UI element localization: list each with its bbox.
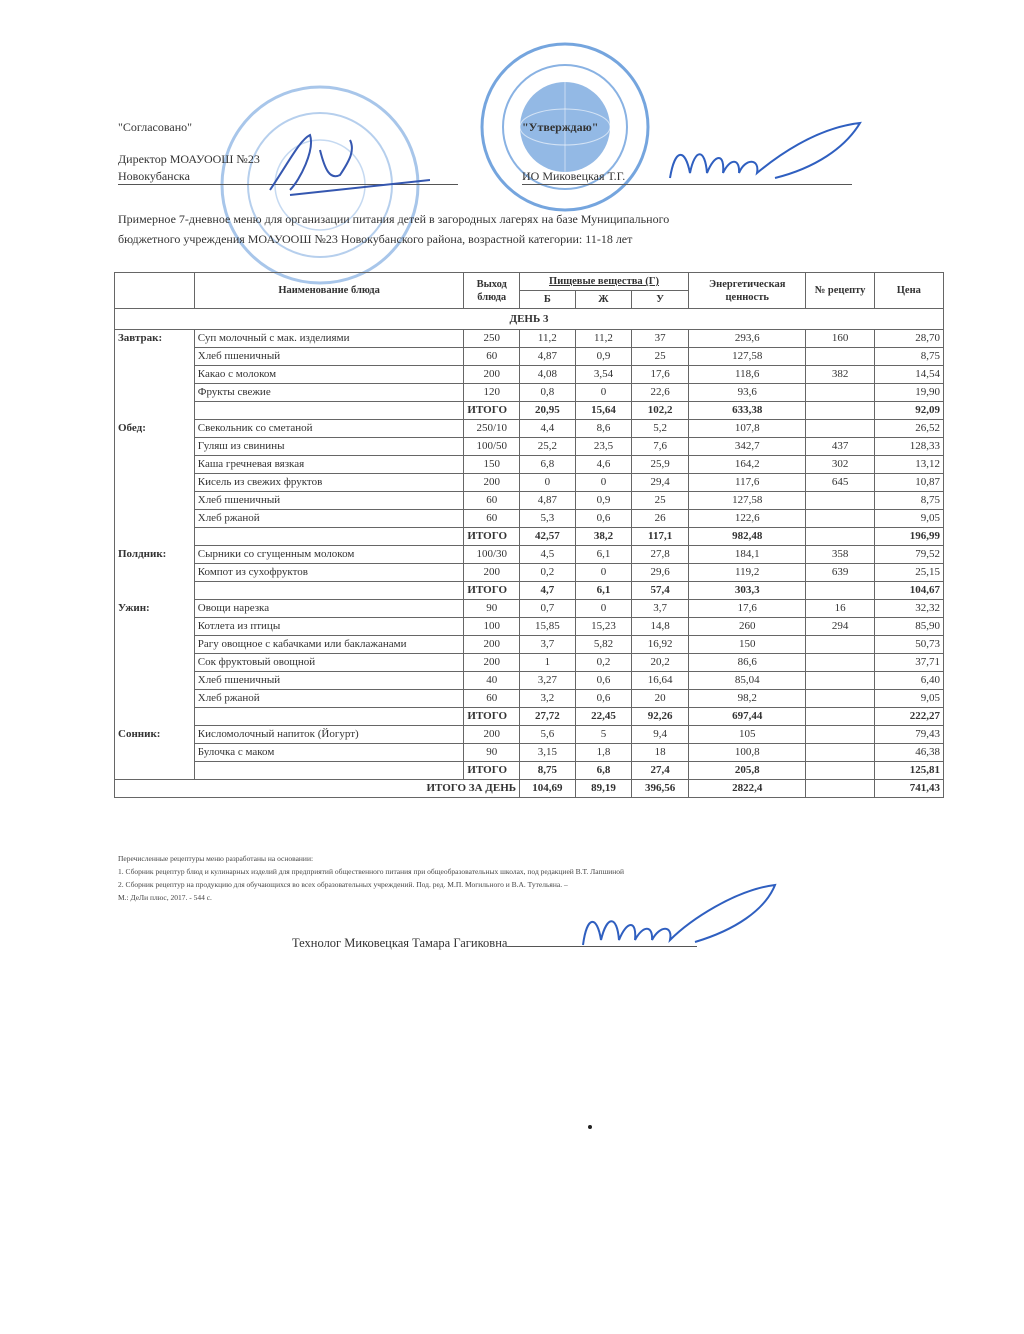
dish-name: Сок фруктовый овощной <box>194 654 464 672</box>
meal-label <box>115 744 195 762</box>
cell-energy: 118,6 <box>688 366 806 384</box>
cell-price: 14,54 <box>874 366 943 384</box>
meal-label <box>115 348 195 366</box>
header-protein: Б <box>520 291 576 309</box>
header-nutrients: Пищевые вещества (Г) <box>520 273 689 291</box>
cell-yield: 150 <box>464 456 520 474</box>
cell-protein: 15,85 <box>520 618 576 636</box>
cell-carbs: 20 <box>632 690 689 708</box>
cell-protein: 3,2 <box>520 690 576 708</box>
cell-fat: 0,9 <box>575 348 632 366</box>
meal-label <box>115 672 195 690</box>
cell-energy: 164,2 <box>688 456 806 474</box>
day-total-protein: 104,69 <box>520 780 576 798</box>
cell-carbs: 25 <box>632 348 689 366</box>
cell-fat: 23,5 <box>575 438 632 456</box>
meal-label <box>115 690 195 708</box>
cell-price: 50,73 <box>874 636 943 654</box>
cell-energy: 119,2 <box>688 564 806 582</box>
cell-yield: 200 <box>464 366 520 384</box>
total-price: 222,27 <box>874 708 943 726</box>
meal-label <box>115 492 195 510</box>
cell-energy: 85,04 <box>688 672 806 690</box>
table-row <box>115 654 944 672</box>
total-fat: 6,1 <box>575 582 632 600</box>
header-empty <box>115 273 195 309</box>
cell-yield: 60 <box>464 510 520 528</box>
total-row <box>115 402 944 420</box>
meal-label-empty <box>115 528 195 546</box>
cell-price: 9,05 <box>874 690 943 708</box>
cell-carbs: 5,2 <box>632 420 689 438</box>
cell-recipe: 639 <box>806 564 874 582</box>
total-price: 104,67 <box>874 582 943 600</box>
total-name-empty <box>194 528 464 546</box>
meal-label-empty <box>115 708 195 726</box>
header-recipe: № рецепту <box>806 273 874 309</box>
meal-label <box>115 474 195 492</box>
cell-energy: 260 <box>688 618 806 636</box>
cell-protein: 3,15 <box>520 744 576 762</box>
total-name-empty <box>194 582 464 600</box>
cell-yield: 60 <box>464 690 520 708</box>
table-row <box>115 420 944 438</box>
cell-recipe <box>806 510 874 528</box>
cell-protein: 4,87 <box>520 492 576 510</box>
dish-name: Рагу овощное с кабачками или баклажанами <box>194 636 464 654</box>
dish-name: Хлеб пшеничный <box>194 672 464 690</box>
table-row <box>115 510 944 528</box>
cell-protein: 5,6 <box>520 726 576 744</box>
day-label: ДЕНЬ 3 <box>115 309 944 330</box>
cell-energy: 293,6 <box>688 330 806 348</box>
total-energy: 205,8 <box>688 762 806 780</box>
total-row <box>115 762 944 780</box>
cell-recipe <box>806 348 874 366</box>
cell-yield: 250 <box>464 330 520 348</box>
dish-name: Хлеб ржаной <box>194 690 464 708</box>
cell-energy: 122,6 <box>688 510 806 528</box>
meal-label <box>115 510 195 528</box>
cell-yield: 60 <box>464 492 520 510</box>
total-label: ИТОГО <box>464 528 520 546</box>
total-protein: 27,72 <box>520 708 576 726</box>
cell-fat: 1,8 <box>575 744 632 762</box>
cell-yield: 250/10 <box>464 420 520 438</box>
cell-yield: 40 <box>464 672 520 690</box>
cell-protein: 4,5 <box>520 546 576 564</box>
header-energy: Энергетическая ценность <box>688 273 806 309</box>
total-label: ИТОГО <box>464 762 520 780</box>
total-carbs: 92,26 <box>632 708 689 726</box>
dish-name: Фрукты свежие <box>194 384 464 402</box>
dish-name: Сырники со сгущенным молоком <box>194 546 464 564</box>
dish-name: Какао с молоком <box>194 366 464 384</box>
cell-carbs: 25 <box>632 492 689 510</box>
cell-fat: 0,9 <box>575 492 632 510</box>
header-name: Наименование блюда <box>194 273 464 309</box>
cell-carbs: 27,8 <box>632 546 689 564</box>
menu-title-line2: бюджетного учреждения МОАУООШ №23 Новокубанского района, возрастной категории: 11-18 лет <box>118 232 633 246</box>
cell-recipe: 645 <box>806 474 874 492</box>
total-protein: 20,95 <box>520 402 576 420</box>
cell-carbs: 29,6 <box>632 564 689 582</box>
total-energy: 697,44 <box>688 708 806 726</box>
cell-carbs: 25,9 <box>632 456 689 474</box>
cell-yield: 100 <box>464 618 520 636</box>
table-row <box>115 726 944 744</box>
cell-fat: 0,2 <box>575 654 632 672</box>
meal-label-empty <box>115 582 195 600</box>
total-protein: 42,57 <box>520 528 576 546</box>
cell-yield: 100/30 <box>464 546 520 564</box>
day-total-recipe <box>806 780 874 798</box>
cell-yield: 200 <box>464 726 520 744</box>
table-row <box>115 546 944 564</box>
director-signature <box>230 120 430 210</box>
dish-name: Компот из сухофруктов <box>194 564 464 582</box>
cell-recipe <box>806 636 874 654</box>
cell-price: 79,52 <box>874 546 943 564</box>
cell-price: 13,12 <box>874 456 943 474</box>
cell-fat: 5,82 <box>575 636 632 654</box>
table-row <box>115 600 944 618</box>
meal-label: Сонник: <box>115 726 195 744</box>
cell-protein: 11,2 <box>520 330 576 348</box>
cell-protein: 0,2 <box>520 564 576 582</box>
cell-yield: 200 <box>464 636 520 654</box>
cell-recipe: 382 <box>806 366 874 384</box>
cell-fat: 8,6 <box>575 420 632 438</box>
total-recipe <box>806 762 874 780</box>
cell-yield: 200 <box>464 654 520 672</box>
total-protein: 8,75 <box>520 762 576 780</box>
cell-carbs: 20,2 <box>632 654 689 672</box>
cell-fat: 0,6 <box>575 672 632 690</box>
total-price: 125,81 <box>874 762 943 780</box>
total-energy: 633,38 <box>688 402 806 420</box>
cell-carbs: 18 <box>632 744 689 762</box>
cell-carbs: 37 <box>632 330 689 348</box>
total-energy: 982,48 <box>688 528 806 546</box>
total-carbs: 102,2 <box>632 402 689 420</box>
table-row <box>115 564 944 582</box>
cell-price: 28,70 <box>874 330 943 348</box>
cell-carbs: 17,6 <box>632 366 689 384</box>
cell-recipe <box>806 654 874 672</box>
cell-carbs: 9,4 <box>632 726 689 744</box>
table-row <box>115 492 944 510</box>
day-total-price: 741,43 <box>874 780 943 798</box>
cell-price: 8,75 <box>874 492 943 510</box>
cell-protein: 4,87 <box>520 348 576 366</box>
table-row <box>115 330 944 348</box>
cell-recipe <box>806 492 874 510</box>
dish-name: Кисломолочный напиток (Йогурт) <box>194 726 464 744</box>
table-row <box>115 744 944 762</box>
cell-price: 37,71 <box>874 654 943 672</box>
notes-item-2-cont: М.: ДеЛи плюс, 2017. - 544 с. <box>118 893 212 902</box>
total-recipe <box>806 708 874 726</box>
approver-signature <box>665 118 865 193</box>
cell-protein: 5,3 <box>520 510 576 528</box>
cell-protein: 6,8 <box>520 456 576 474</box>
table-row <box>115 474 944 492</box>
cell-fat: 0 <box>575 564 632 582</box>
cell-fat: 11,2 <box>575 330 632 348</box>
meal-label: Полдник: <box>115 546 195 564</box>
cell-fat: 0 <box>575 474 632 492</box>
cell-fat: 0 <box>575 384 632 402</box>
cell-carbs: 29,4 <box>632 474 689 492</box>
notes-intro: Перечисленные рецептуры меню разработаны на основании: <box>118 854 314 863</box>
cell-price: 32,32 <box>874 600 943 618</box>
cell-recipe <box>806 690 874 708</box>
dish-name: Свекольник со сметаной <box>194 420 464 438</box>
header-fat: Ж <box>575 291 632 309</box>
cell-price: 9,05 <box>874 510 943 528</box>
scan-dot <box>588 1125 592 1129</box>
cell-carbs: 14,8 <box>632 618 689 636</box>
dish-name: Хлеб ржаной <box>194 510 464 528</box>
cell-protein: 0,7 <box>520 600 576 618</box>
cell-fat: 4,6 <box>575 456 632 474</box>
total-price: 196,99 <box>874 528 943 546</box>
cell-protein: 4,08 <box>520 366 576 384</box>
cell-recipe: 302 <box>806 456 874 474</box>
total-recipe <box>806 582 874 600</box>
cell-recipe <box>806 420 874 438</box>
cell-price: 10,87 <box>874 474 943 492</box>
total-label: ИТОГО <box>464 582 520 600</box>
cell-energy: 105 <box>688 726 806 744</box>
director-place-text: Новокубанска <box>118 169 190 183</box>
cell-fat: 0,6 <box>575 510 632 528</box>
total-price: 92,09 <box>874 402 943 420</box>
meal-label: Завтрак: <box>115 330 195 348</box>
cell-price: 85,90 <box>874 618 943 636</box>
table-row <box>115 618 944 636</box>
header-carbs: У <box>632 291 689 309</box>
header-price: Цена <box>874 273 943 309</box>
cell-price: 6,40 <box>874 672 943 690</box>
cell-energy: 107,8 <box>688 420 806 438</box>
menu-table <box>114 272 944 798</box>
table-row <box>115 438 944 456</box>
cell-protein: 25,2 <box>520 438 576 456</box>
cell-protein: 3,27 <box>520 672 576 690</box>
notes-item-2: 2. Сборник рецептур на продукцию для обучающихся во всех образовательных учреждений. Под. ред. М.П. Могильного и В.А. Тутельяна. – <box>118 880 568 889</box>
approved-label: "Утверждаю" <box>522 120 599 134</box>
cell-yield: 120 <box>464 384 520 402</box>
meal-label <box>115 564 195 582</box>
cell-carbs: 16,92 <box>632 636 689 654</box>
meal-label-empty <box>115 402 195 420</box>
total-fat: 6,8 <box>575 762 632 780</box>
dish-name: Каша гречневая вязкая <box>194 456 464 474</box>
cell-fat: 3,54 <box>575 366 632 384</box>
cell-fat: 0,6 <box>575 690 632 708</box>
total-carbs: 57,4 <box>632 582 689 600</box>
cell-yield: 200 <box>464 564 520 582</box>
day-total-carbs: 396,56 <box>632 780 689 798</box>
cell-carbs: 26 <box>632 510 689 528</box>
cell-recipe <box>806 726 874 744</box>
cell-energy: 127,58 <box>688 348 806 366</box>
table-row <box>115 690 944 708</box>
dish-name: Гуляш из свинины <box>194 438 464 456</box>
agreed-label: "Согласовано" <box>118 120 193 134</box>
cell-energy: 98,2 <box>688 690 806 708</box>
day-total-fat: 89,19 <box>575 780 632 798</box>
cell-recipe: 358 <box>806 546 874 564</box>
cell-fat: 15,23 <box>575 618 632 636</box>
cell-yield: 90 <box>464 744 520 762</box>
cell-protein: 1 <box>520 654 576 672</box>
cell-carbs: 22,6 <box>632 384 689 402</box>
table-row <box>115 384 944 402</box>
dish-name: Хлеб пшеничный <box>194 348 464 366</box>
cell-carbs: 7,6 <box>632 438 689 456</box>
cell-energy: 342,7 <box>688 438 806 456</box>
total-name-empty <box>194 402 464 420</box>
cell-price: 79,43 <box>874 726 943 744</box>
total-label: ИТОГО <box>464 402 520 420</box>
meal-label <box>115 384 195 402</box>
meal-label <box>115 636 195 654</box>
meal-label <box>115 366 195 384</box>
cell-fat: 6,1 <box>575 546 632 564</box>
cell-yield: 90 <box>464 600 520 618</box>
dish-name: Хлеб пшеничный <box>194 492 464 510</box>
cell-recipe: 160 <box>806 330 874 348</box>
cell-protein: 0,8 <box>520 384 576 402</box>
meal-label <box>115 438 195 456</box>
table-row <box>115 672 944 690</box>
cell-price: 8,75 <box>874 348 943 366</box>
notes-item-1: 1. Сборник рецептур блюд и кулинарных изделий для предприятий общественного питания при общеобразовательных школах, под редакцией В.Т. Лапшиной <box>118 867 625 876</box>
technologist-name: Технолог Миковецкая Тамара Гагиковна <box>292 936 508 950</box>
cell-recipe <box>806 744 874 762</box>
total-carbs: 27,4 <box>632 762 689 780</box>
meal-label <box>115 456 195 474</box>
cell-energy: 117,6 <box>688 474 806 492</box>
dish-name: Суп молочный с мак. изделиями <box>194 330 464 348</box>
table-row <box>115 366 944 384</box>
total-label: ИТОГО <box>464 708 520 726</box>
total-row <box>115 528 944 546</box>
total-recipe <box>806 402 874 420</box>
cell-recipe <box>806 672 874 690</box>
day-total-energy: 2822,4 <box>688 780 806 798</box>
total-carbs: 117,1 <box>632 528 689 546</box>
day-total-row <box>115 780 944 798</box>
dish-name: Овощи нарезка <box>194 600 464 618</box>
menu-title-line1: Примерное 7-дневное меню для организации питания детей в загородных лагерях на базе Муниципального <box>118 212 670 226</box>
meal-label-empty <box>115 762 195 780</box>
cell-yield: 60 <box>464 348 520 366</box>
cell-recipe: 294 <box>806 618 874 636</box>
cell-recipe: 437 <box>806 438 874 456</box>
day-total-label: ИТОГО ЗА ДЕНЬ <box>115 780 520 798</box>
total-name-empty <box>194 708 464 726</box>
notes <box>118 852 624 904</box>
meal-label: Ужин: <box>115 600 195 618</box>
cell-price: 19,90 <box>874 384 943 402</box>
cell-yield: 100/50 <box>464 438 520 456</box>
table-row <box>115 348 944 366</box>
cell-protein: 4,4 <box>520 420 576 438</box>
cell-fat: 5 <box>575 726 632 744</box>
total-fat: 38,2 <box>575 528 632 546</box>
dish-name: Котлета из птицы <box>194 618 464 636</box>
cell-carbs: 16,64 <box>632 672 689 690</box>
table-row <box>115 636 944 654</box>
cell-recipe <box>806 384 874 402</box>
dish-name: Булочка с маком <box>194 744 464 762</box>
director-line: Директор МОАУООШ №23 <box>118 152 260 166</box>
total-row <box>115 708 944 726</box>
approver-name: ИО Миковецкая Т.Г. <box>522 169 626 183</box>
cell-price: 26,52 <box>874 420 943 438</box>
header-yield: Выход блюда <box>464 273 520 309</box>
total-energy: 303,3 <box>688 582 806 600</box>
cell-protein: 3,7 <box>520 636 576 654</box>
meal-label <box>115 654 195 672</box>
cell-energy: 17,6 <box>688 600 806 618</box>
meal-label <box>115 618 195 636</box>
total-recipe <box>806 528 874 546</box>
cell-energy: 93,6 <box>688 384 806 402</box>
cell-energy: 150 <box>688 636 806 654</box>
total-protein: 4,7 <box>520 582 576 600</box>
table-row <box>115 456 944 474</box>
cell-protein: 0 <box>520 474 576 492</box>
cell-price: 25,15 <box>874 564 943 582</box>
dish-name: Кисель из свежих фруктов <box>194 474 464 492</box>
total-row <box>115 582 944 600</box>
total-fat: 15,64 <box>575 402 632 420</box>
cell-carbs: 3,7 <box>632 600 689 618</box>
cell-energy: 184,1 <box>688 546 806 564</box>
cell-energy: 127,58 <box>688 492 806 510</box>
total-name-empty <box>194 762 464 780</box>
cell-energy: 100,8 <box>688 744 806 762</box>
cell-price: 46,38 <box>874 744 943 762</box>
meal-label: Обед: <box>115 420 195 438</box>
cell-fat: 0 <box>575 600 632 618</box>
technologist-signature <box>575 880 785 960</box>
cell-yield: 200 <box>464 474 520 492</box>
cell-energy: 86,6 <box>688 654 806 672</box>
cell-price: 128,33 <box>874 438 943 456</box>
total-fat: 22,45 <box>575 708 632 726</box>
cell-recipe: 16 <box>806 600 874 618</box>
